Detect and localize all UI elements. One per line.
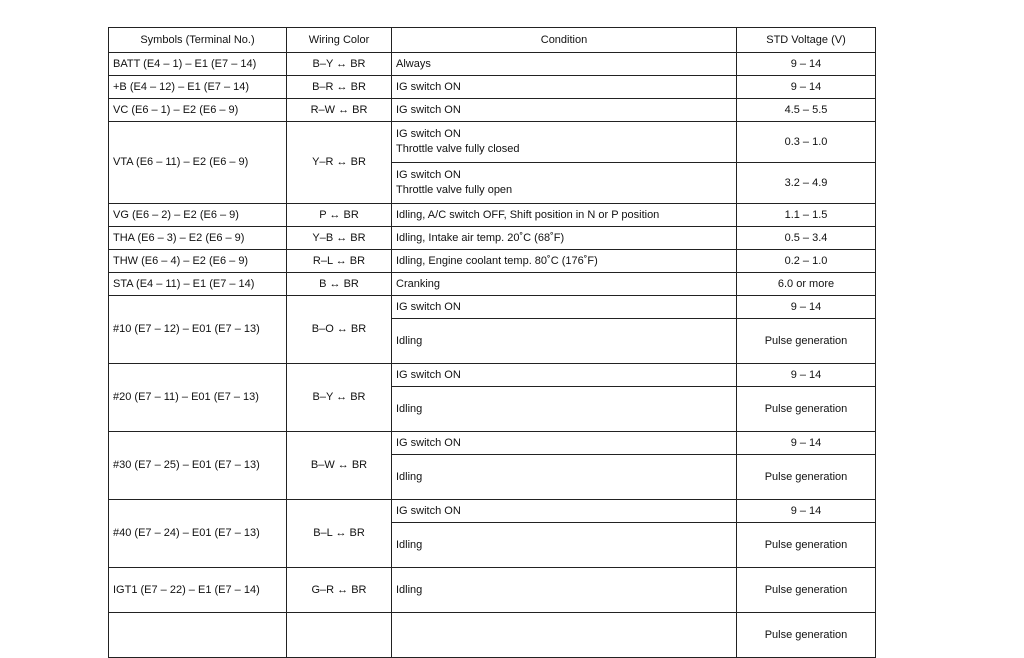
voltage-cell: Pulse generation: [737, 455, 876, 500]
voltage-spec-table: [108, 27, 876, 658]
symbol-cell: VTA (E6 – 11) – E2 (E6 – 9): [109, 122, 287, 204]
symbol-cell: VG (E6 – 2) – E2 (E6 – 9): [109, 204, 287, 227]
condition-cell: Idling, A/C switch OFF, Shift position in N or P position: [392, 204, 737, 227]
condition-cell: Idling: [392, 523, 737, 568]
voltage-cell: 9 – 14: [737, 76, 876, 99]
table-row: [109, 227, 876, 250]
header-condition: Condition: [392, 28, 737, 53]
condition-cell: [392, 613, 737, 658]
voltage-cell: 9 – 14: [737, 53, 876, 76]
condition-cell: Idling: [392, 568, 737, 613]
condition-line: IG switch ON: [396, 169, 461, 181]
voltage-cell: Pulse generation: [737, 523, 876, 568]
symbol-cell: [109, 613, 287, 658]
condition-cell: IG switch ON: [392, 364, 737, 387]
condition-cell: Idling, Engine coolant temp. 80˚C (176˚F): [392, 250, 737, 273]
table-row: [109, 99, 876, 122]
voltage-cell: Pulse generation: [737, 319, 876, 364]
wiring-cell: R–W ↔ BR: [287, 99, 392, 122]
voltage-cell: 1.1 – 1.5: [737, 204, 876, 227]
condition-cell: IG switch ON: [392, 296, 737, 319]
condition-cell: IG switch ON: [392, 432, 737, 455]
table-header-row: [109, 28, 876, 53]
table-row: [109, 364, 876, 387]
table-row: [109, 250, 876, 273]
table-row: [109, 432, 876, 455]
condition-cell: Idling: [392, 455, 737, 500]
condition-cell: Cranking: [392, 273, 737, 296]
voltage-cell: 9 – 14: [737, 364, 876, 387]
voltage-cell: 4.5 – 5.5: [737, 99, 876, 122]
wiring-cell: B–O ↔ BR: [287, 296, 392, 364]
table-row: [109, 122, 876, 163]
wiring-cell: B ↔ BR: [287, 273, 392, 296]
symbol-cell: #30 (E7 – 25) – E01 (E7 – 13): [109, 432, 287, 500]
symbol-cell: +B (E4 – 12) – E1 (E7 – 14): [109, 76, 287, 99]
voltage-cell: 0.2 – 1.0: [737, 250, 876, 273]
voltage-cell: Pulse generation: [737, 613, 876, 658]
voltage-cell: Pulse generation: [737, 387, 876, 432]
condition-cell: IG switch ON: [392, 99, 737, 122]
condition-line: IG switch ON: [396, 128, 461, 140]
symbol-cell: #10 (E7 – 12) – E01 (E7 – 13): [109, 296, 287, 364]
table-row: [109, 500, 876, 523]
table-row: [109, 204, 876, 227]
symbol-cell: THW (E6 – 4) – E2 (E6 – 9): [109, 250, 287, 273]
voltage-cell: 9 – 14: [737, 432, 876, 455]
condition-cell: Idling, Intake air temp. 20˚C (68˚F): [392, 227, 737, 250]
wiring-cell: [287, 613, 392, 658]
condition-cell: [392, 122, 737, 163]
header-symbols: Symbols (Terminal No.): [109, 28, 287, 53]
wiring-cell: B–Y ↔ BR: [287, 364, 392, 432]
table-row: [109, 568, 876, 613]
header-wiring-color: Wiring Color: [287, 28, 392, 53]
voltage-cell: 6.0 or more: [737, 273, 876, 296]
symbol-cell: #40 (E7 – 24) – E01 (E7 – 13): [109, 500, 287, 568]
voltage-cell: 9 – 14: [737, 296, 876, 319]
wiring-cell: B–W ↔ BR: [287, 432, 392, 500]
symbol-cell: BATT (E4 – 1) – E1 (E7 – 14): [109, 53, 287, 76]
table-row: [109, 53, 876, 76]
symbol-cell: THA (E6 – 3) – E2 (E6 – 9): [109, 227, 287, 250]
wiring-cell: B–R ↔ BR: [287, 76, 392, 99]
wiring-cell: R–L ↔ BR: [287, 250, 392, 273]
condition-cell: [392, 163, 737, 204]
condition-line: Throttle valve fully closed: [396, 143, 520, 155]
condition-cell: Always: [392, 53, 737, 76]
header-std-voltage: STD Voltage (V): [737, 28, 876, 53]
table-row: [109, 613, 876, 658]
voltage-cell: 0.3 – 1.0: [737, 122, 876, 163]
symbol-cell: VC (E6 – 1) – E2 (E6 – 9): [109, 99, 287, 122]
symbol-cell: STA (E4 – 11) – E1 (E7 – 14): [109, 273, 287, 296]
symbol-cell: IGT1 (E7 – 22) – E1 (E7 – 14): [109, 568, 287, 613]
wiring-cell: Y–R ↔ BR: [287, 122, 392, 204]
condition-cell: Idling: [392, 387, 737, 432]
voltage-cell: 3.2 – 4.9: [737, 163, 876, 204]
condition-line: Throttle valve fully open: [396, 184, 513, 196]
voltage-cell: 0.5 – 3.4: [737, 227, 876, 250]
wiring-cell: B–Y ↔ BR: [287, 53, 392, 76]
voltage-cell: Pulse generation: [737, 568, 876, 613]
symbol-cell: #20 (E7 – 11) – E01 (E7 – 13): [109, 364, 287, 432]
table-row: [109, 296, 876, 319]
condition-cell: IG switch ON: [392, 500, 737, 523]
voltage-cell: 9 – 14: [737, 500, 876, 523]
condition-cell: Idling: [392, 319, 737, 364]
wiring-cell: B–L ↔ BR: [287, 500, 392, 568]
wiring-cell: G–R ↔ BR: [287, 568, 392, 613]
table-row: [109, 76, 876, 99]
wiring-cell: P ↔ BR: [287, 204, 392, 227]
table-row: [109, 273, 876, 296]
condition-cell: IG switch ON: [392, 76, 737, 99]
wiring-cell: Y–B ↔ BR: [287, 227, 392, 250]
